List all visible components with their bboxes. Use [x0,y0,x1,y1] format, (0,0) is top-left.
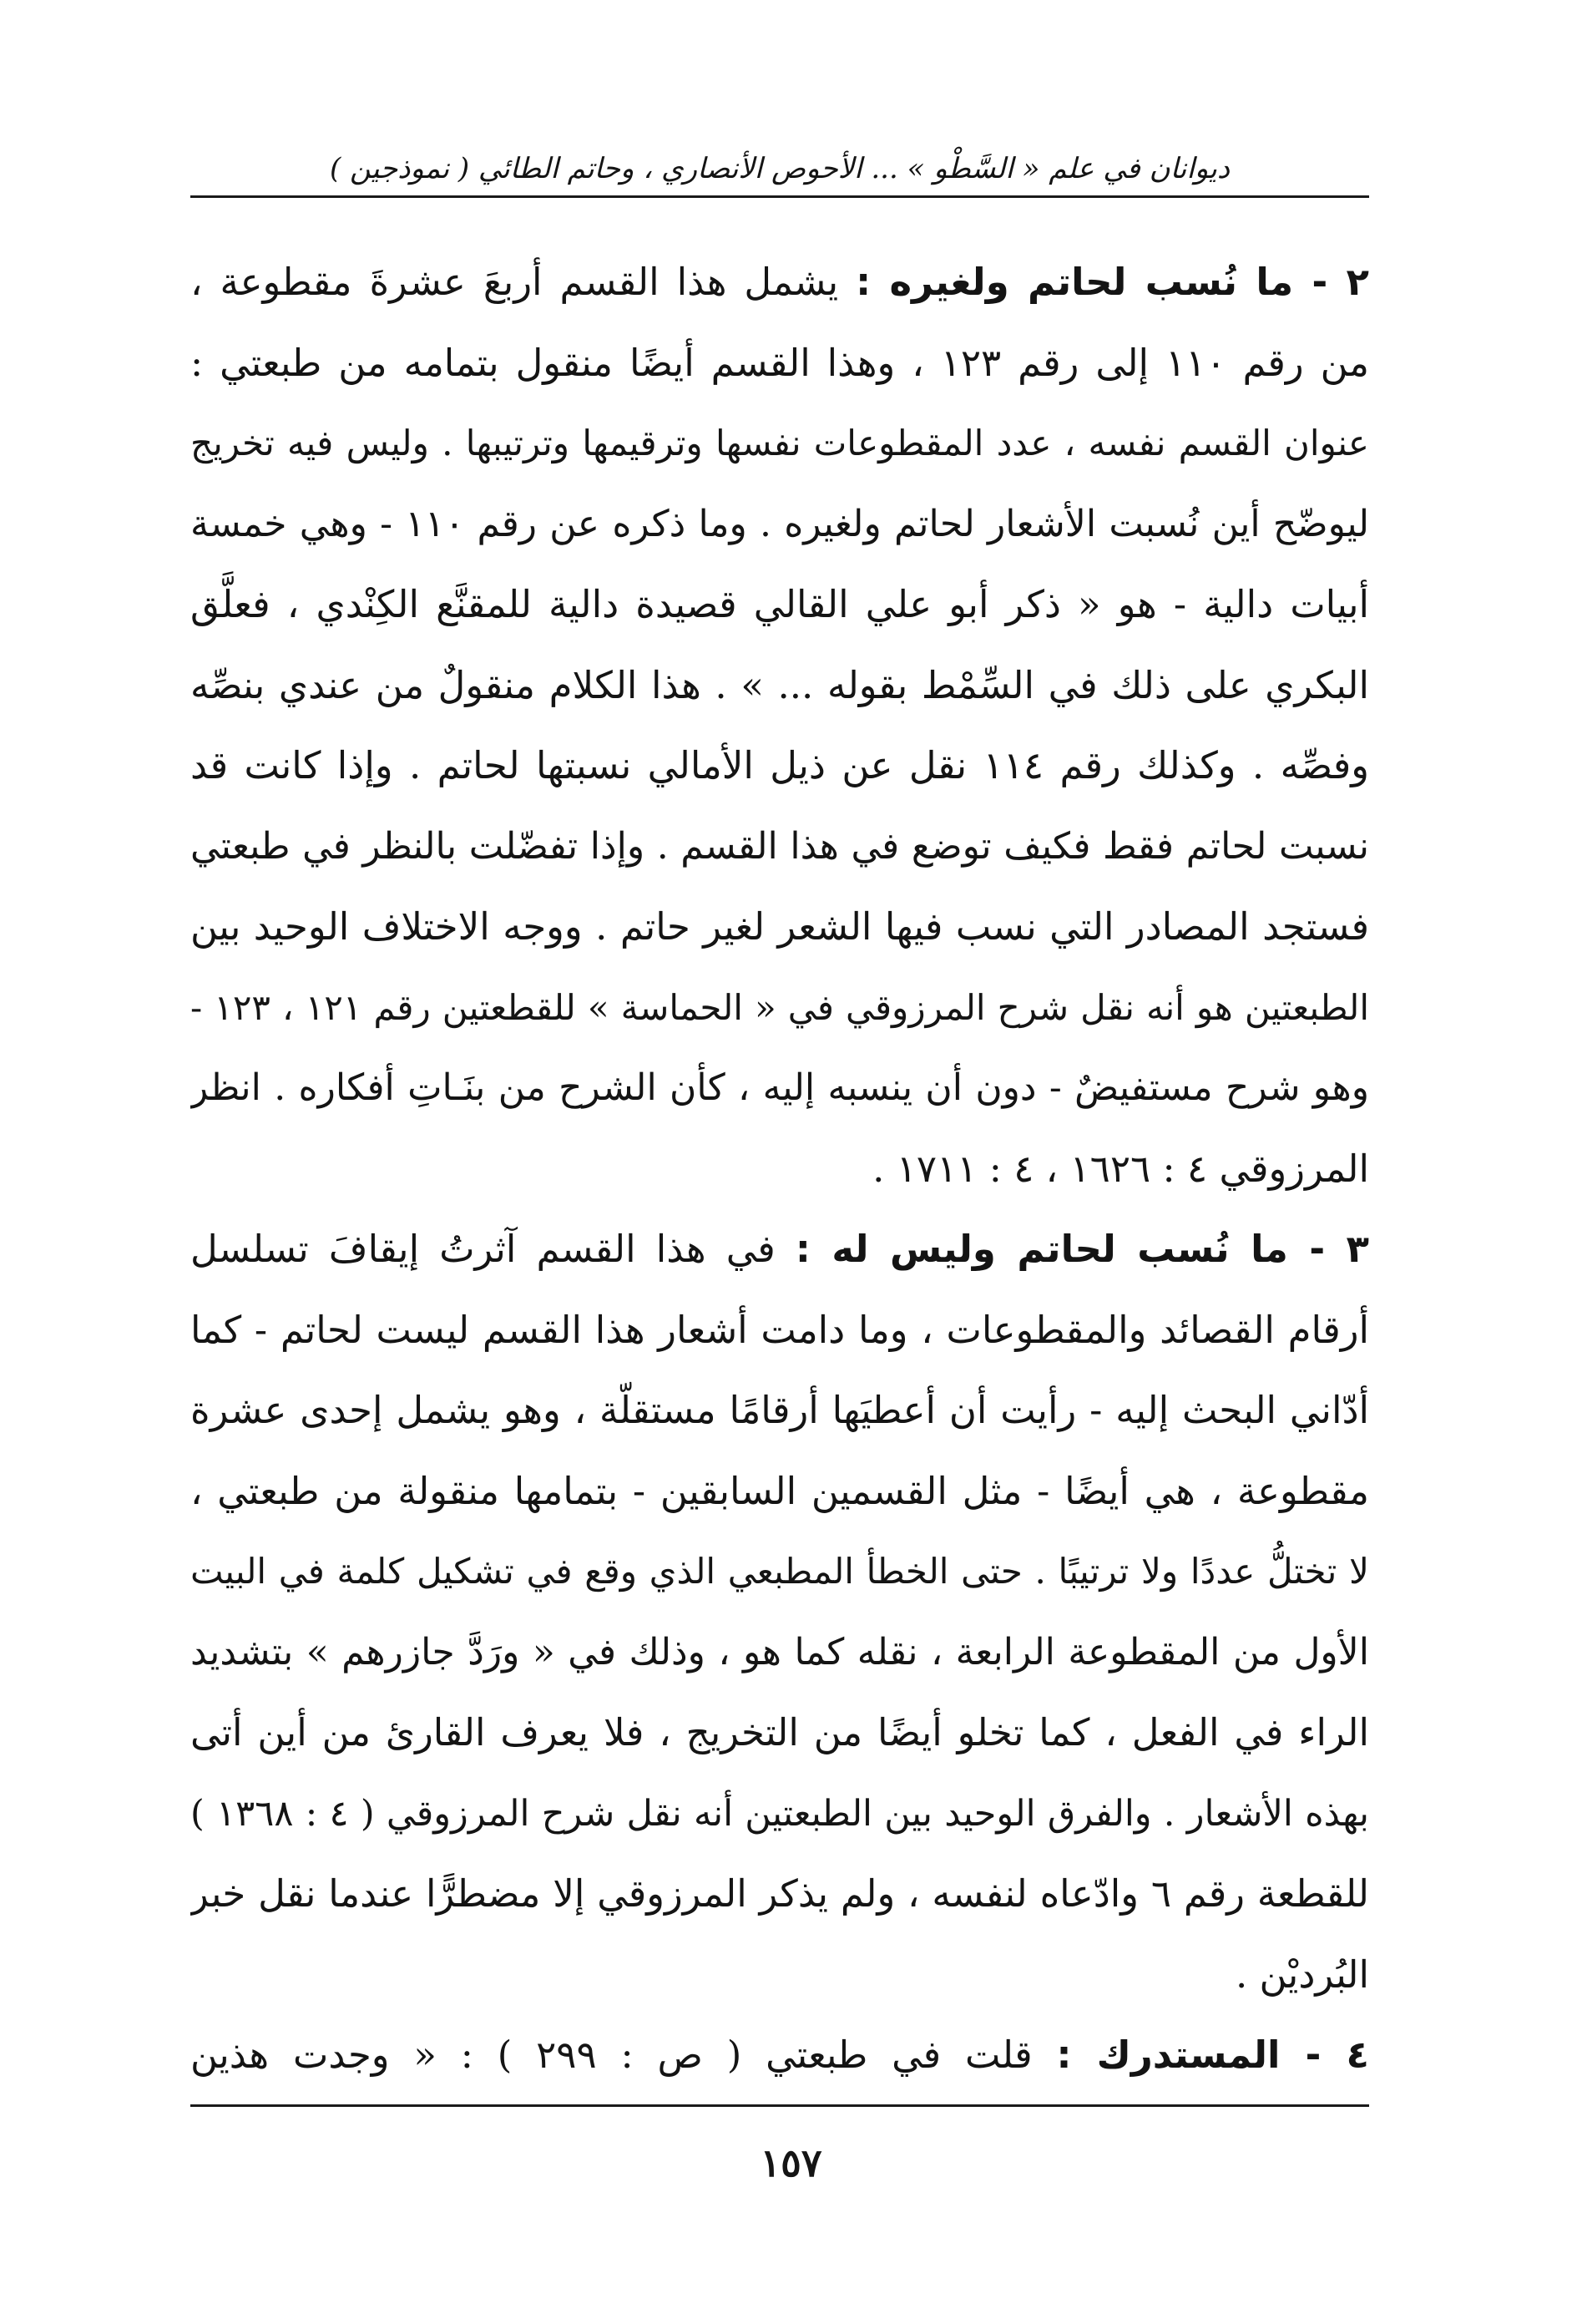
text-line: للقطعة رقم ٦ وادّعاه لنفسه ، ولم يذكر المرزوقي إلا مضطرًّا عندما نقل خبر [190,1871,1369,1916]
section-heading: ٣ - ما نُسب لحاتم وليس له : [795,1227,1369,1271]
line-text: قلت في طبعتي ( ص : ٢٩٩ ) : « وجدت هذين [190,2033,1057,2077]
text-line: فستجد المصادر التي نسب فيها الشعر لغير حاتم . ووجه الاختلاف الوحيد بين [190,904,1369,949]
text-line: أبيات دالية - هو « ذكر أبو علي القالي قصيدة دالية للمقنَّع الكِنْدي ، فعلَّق [190,582,1369,626]
text-line: البكري على ذلك في السِّمْط بقوله ... » . هذا الكلام منقولٌ من عندي بنصِّه [190,662,1369,707]
section-3-paragraph [190,1209,1369,2015]
text-line: لا تختلُّ عددًا ولا ترتيبًا . حتى الخطأ المطبعي الذي وقع في تشكيل كلمة في البيت [190,1551,1369,1592]
text-line: نسبت لحاتم فقط فكيف توضع في هذا القسم . وإذا تفضّلت بالنظر في طبعتي [190,824,1369,868]
text-line [190,2015,1369,2096]
footer-rule [190,2104,1369,2107]
line-text: في هذا القسم آثرتُ إيقافَ تسلسل [190,1227,796,1271]
running-header: ديوانان في علم « السَّطْو » ... الأحوص الأنصاري ، وحاتم الطائي ( نموذجين ) [329,152,1231,185]
text-line: عنوان القسم نفسه ، عدد المقطوعات نفسها وترقيمها وترتيبها . وليس فيه تخريج [190,423,1369,463]
text-line: وفصِّه . وكذلك رقم ١١٤ نقل عن ذيل الأمالي نسبتها لحاتم . وإذا كانت قد [190,743,1369,787]
text-line: ليوضّح أين نُسبت الأشعار لحاتم ولغيره . وما ذكره عن رقم ١١٠ - وهي خمسة [190,502,1369,545]
text-line: الطبعتين هو أنه نقل شرح المرزوقي في « الحماسة » للقطعتين رقم ١٢١ ، ١٢٣ - [190,986,1369,1028]
text-line: بهذه الأشعار . والفرق الوحيد بين الطبعتين أنه نقل شرح المرزوقي ( ٤ : ١٣٦٨ ) [190,1792,1369,1835]
text-line: المرزوقي ٤ : ١٦٢٦ ، ٤ : ١٧١١ . [872,1146,1369,1191]
section-heading: ٢ - ما نُسب لحاتم ولغيره : [856,260,1369,304]
section-4-paragraph [190,2015,1369,2096]
text-line: أرقام القصائد والمقطوعات ، وما دامت أشعار هذا القسم ليست لحاتم - كما [190,1307,1369,1352]
text-line: من رقم ١١٠ إلى رقم ١٢٣ ، وهذا القسم أيضًا منقول بتمامه من طبعتي : [190,340,1369,385]
line-text: يشمل هذا القسم أربعَ عشرةَ مقطوعة ، [190,260,857,304]
body-text [190,242,1369,2096]
text-line [190,1209,1369,1290]
page-number: ١٥٧ [760,2140,822,2185]
text-line: مقطوعة ، هي أيضًا - مثل القسمين السابقين - بتمامها منقولة من طبعتي ، [190,1468,1369,1513]
section-heading: ٤ - المستدرك : [1056,2033,1369,2077]
text-line: الأول من المقطوعة الرابعة ، نقله كما هو ، وذلك في « ورَدَّ جازرهم » بتشديد [190,1630,1369,1673]
section-2-paragraph [190,242,1369,1209]
text-line [190,242,1369,323]
text-line: أدّاني البحث إليه - رأيت أن أعطيَها أرقامًا مستقلّة ، وهو يشمل إحدى عشرة [190,1388,1369,1432]
text-line: الراء في الفعل ، كما تخلو أيضًا من التخريج ، فلا يعرف القارئ من أين أتى [190,1710,1369,1754]
text-line: وهو شرح مستفيضٌ - دون أن ينسبه إليه ، كأن الشرح من بنَـاتِ أفكاره . انظر [190,1066,1369,1109]
header-rule [190,195,1369,198]
text-line: البُرديْن . [1235,1952,1369,1997]
